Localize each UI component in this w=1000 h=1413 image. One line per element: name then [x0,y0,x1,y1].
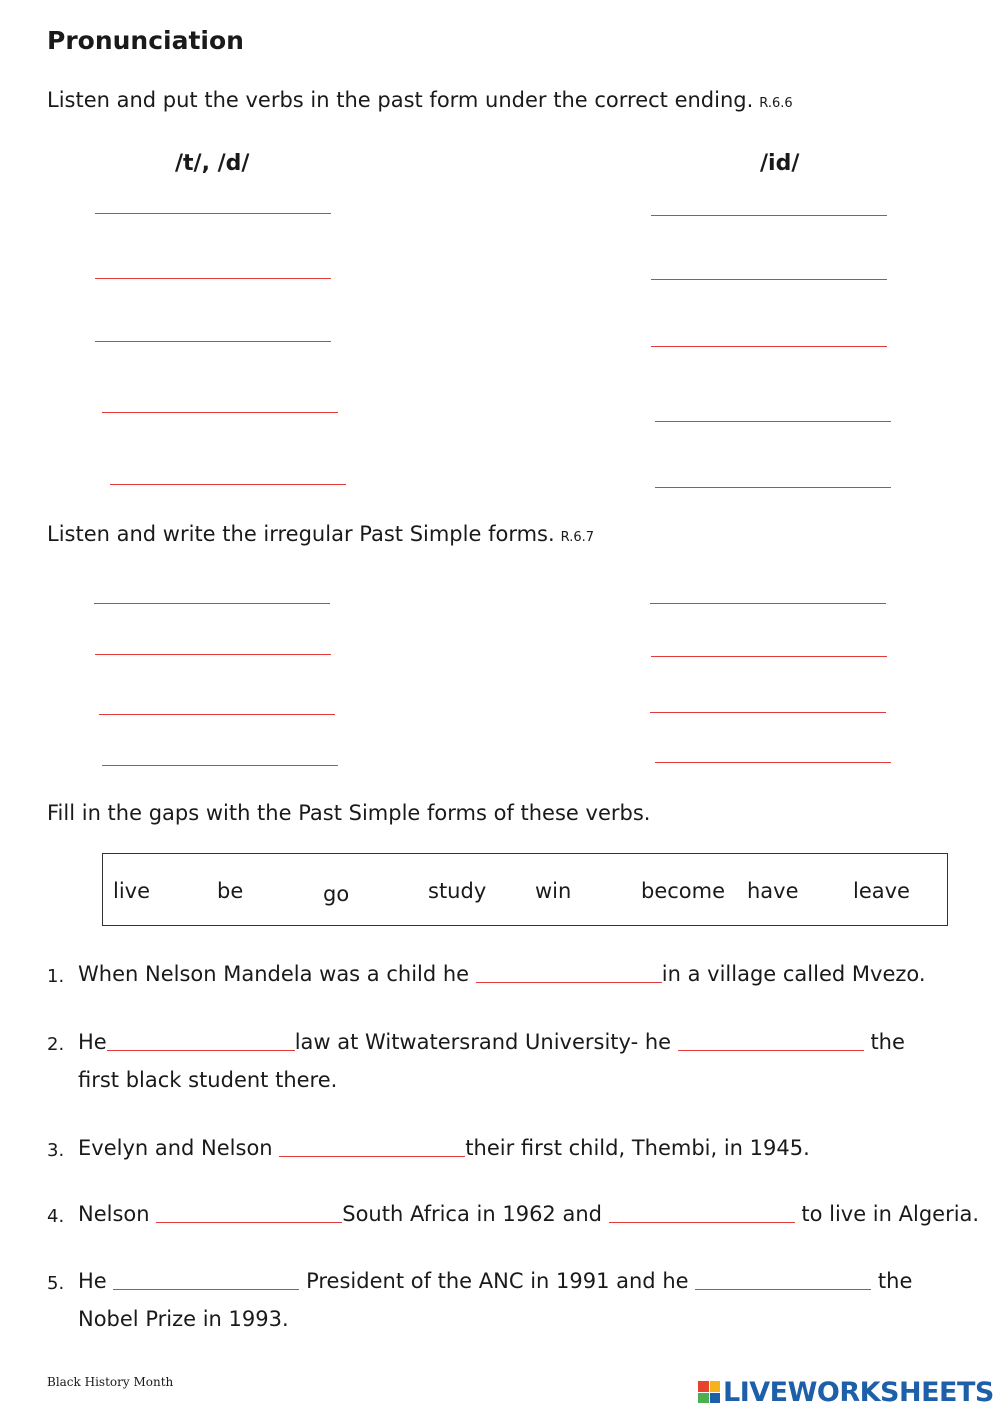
sentence-5-continued: Nobel Prize in 1993. [78,1307,289,1331]
item-number: 2. [47,1034,65,1055]
gap-blank[interactable] [695,1288,871,1290]
sentence-5 [78,1269,912,1293]
sentence-text: to live in Algeria. [801,1202,980,1226]
sentence-text: their first child, Thembi, in 1945. [465,1136,810,1160]
footer-text: Black History Month [47,1375,174,1389]
sentence-text: South Africa in 1962 and [342,1202,602,1226]
sentence-2 [78,1030,905,1054]
sentence-text: in a village called Mvezo. [661,962,926,986]
answer-line[interactable] [651,279,887,280]
answer-line[interactable] [95,278,331,279]
liveworksheets-logo [698,1378,994,1406]
answer-line[interactable] [655,421,891,422]
reference-code-2: R.6.7 [560,530,595,545]
answer-line[interactable] [99,714,335,715]
sentence-text: He [78,1269,107,1293]
instruction-2 [47,522,594,546]
word-bank [102,853,948,926]
gap-blank[interactable] [113,1288,299,1290]
item-number: 4. [47,1206,65,1227]
gap-blank[interactable] [678,1049,864,1051]
instruction-2-text: Listen and write the irregular Past Simple forms. [47,522,555,546]
instruction-1-text: Listen and put the verbs in the past form under the correct ending. [47,88,754,112]
sentence-3 [78,1136,810,1160]
sentence-text: He [78,1030,107,1054]
word-bank-item: leave [853,879,910,903]
gap-blank[interactable] [609,1221,795,1223]
word-bank-item: win [535,879,572,903]
word-bank-item: go [323,882,350,906]
answer-line[interactable] [650,712,886,713]
item-number: 3. [47,1140,65,1161]
word-bank-item: be [217,879,244,903]
logo-text: LIVEWORKSHEETS [723,1376,994,1408]
page-title: Pronunciation [47,26,244,55]
answer-line[interactable] [95,341,331,342]
answer-line[interactable] [651,656,887,657]
instruction-3: Fill in the gaps with the Past Simple forms of these verbs. [47,801,651,825]
word-bank-item: become [641,879,726,903]
sentence-text: the [877,1269,913,1293]
answer-line[interactable] [650,603,886,604]
answer-line[interactable] [102,412,338,413]
answer-line[interactable] [655,762,891,763]
item-number: 1. [47,966,65,987]
sentence-text: law at Witwatersrand University- he [294,1030,672,1054]
sentence-1 [78,962,926,986]
logo-icon [698,1381,720,1403]
word-bank-item: study [428,879,487,903]
answer-line[interactable] [651,215,887,216]
column-header-id: /id/ [760,151,800,176]
sentence-4 [78,1202,979,1226]
word-bank-item: live [113,879,151,903]
gap-blank[interactable] [476,981,662,983]
gap-blank[interactable] [156,1221,342,1223]
item-number: 5. [47,1273,65,1294]
answer-line[interactable] [102,765,338,766]
answer-line[interactable] [110,484,346,485]
column-header-t-d: /t/, /d/ [175,151,250,176]
sentence-text: Nelson [78,1202,150,1226]
sentence-text: Evelyn and Nelson [78,1136,273,1160]
answer-line[interactable] [95,213,331,214]
sentence-text: When Nelson Mandela was a child he [78,962,470,986]
answer-line[interactable] [651,346,887,347]
sentence-text: President of the ANC in 1991 and he [306,1269,689,1293]
sentence-2-continued: first black student there. [78,1068,338,1092]
answer-line[interactable] [94,603,330,604]
answer-line[interactable] [655,487,891,488]
word-bank-item: have [747,879,799,903]
reference-code-1: R.6.6 [759,96,793,111]
gap-blank[interactable] [279,1155,465,1157]
gap-blank[interactable] [107,1049,295,1051]
sentence-text: the [870,1030,905,1054]
answer-line[interactable] [95,654,331,655]
instruction-1 [47,88,793,112]
